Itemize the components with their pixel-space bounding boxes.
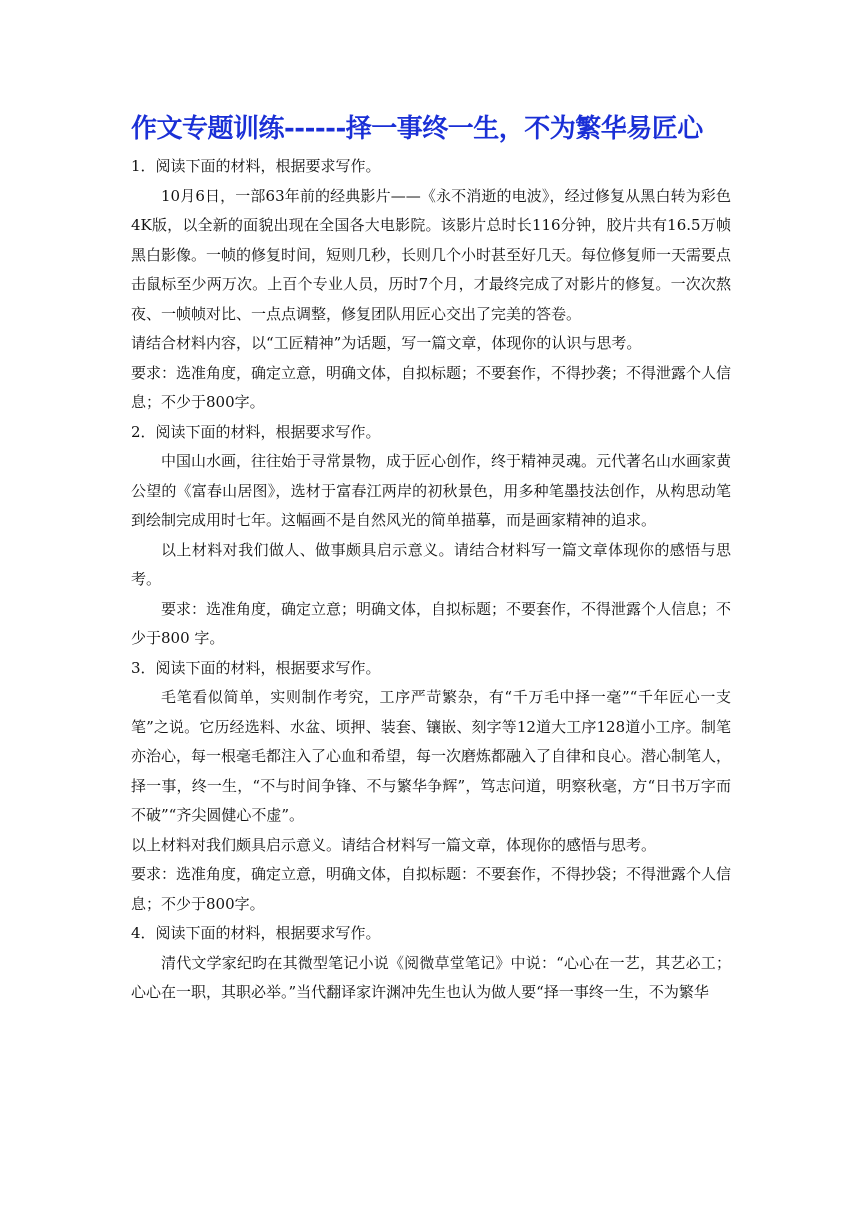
- q1-material: 10月6日，一部63年前的经典影片——《永不消逝的电波》，经过修复从黑白转为彩色4K版，以全新的面貌出现在全国各大电影院。该影片总时长116分钟，胶片共有16.5万帧黑白影像。一帧的修复时间，短则几秒，长则几个小时甚至好几天。每位修复师一天需要点击鼠标至少两万次。上百个专业人员，历时7个月，才最终完成了对影片的修复。一次次熬夜、一帧帧对比、一点点调整，修复团队用匠心交出了完美的答卷。: [131, 186, 732, 323]
- q2-prompt: 2．阅读下面的材料，根据要求写作。: [131, 422, 381, 441]
- q4-material: 清代文学家纪昀在其微型笔记小说《阅微草堂笔记》中说：“心心在一艺，其艺必工；心心在一职，其职必举。”当代翻译家许渊冲先生也认为做人要“择一事终一生，不为繁华: [131, 953, 731, 1001]
- q1-prompt: 1．阅读下面的材料，根据要求写作。: [131, 157, 381, 175]
- q1-requirements: 要求：选准角度，确定立意，明确文体，自拟标题；不要套作，不得抄袭；不得泄露个人信息；不少于800字。: [131, 363, 732, 411]
- q3-prompt: 3．阅读下面的材料，根据要求写作。: [131, 658, 381, 677]
- document-title: 作文专题训练------择一事终一生，不为繁华易匠心: [131, 114, 703, 144]
- q3-requirements: 要求：选准角度，确定立意，明确文体，自拟标题：不要套作，不得抄袋；不得泄露个人信息；不少于800字。: [131, 865, 732, 913]
- q4-prompt: 4．阅读下面的材料，根据要求写作。: [131, 924, 381, 942]
- q2-task: 以上材料对我们做人、做事颇具启示意义。请结合材料写一篇文章体现你的感悟与思考。: [131, 540, 731, 588]
- document-page: [131, 108, 731, 1008]
- q3-task: 以上材料对我们颇具启示意义。请结合材料写一篇文章，体现你的感悟与思考。: [131, 835, 657, 854]
- q3-material: 毛笔看似简单，实则制作考究，工序严苛繁杂，有“千万毛中择一毫”“千年匠心一支笔”之说。它历经选料、水盆、顷押、装套、镶嵌、刻字等12道大工序128道小工序。制笔亦治心，每一根毫毛都注入了心血和希望，每一次磨炼都融入了自律和良心。潜心制笔人，择一事，终一生，“不与时间争锋、不与繁华争辉”，笃志问道，明察秋毫，方“日书万字而不破”“齐尖圆健心不虚”。: [131, 688, 732, 824]
- q2-requirements: 要求：选准角度，确定立意；明确文体，自拟标题；不要套作，不得泄露个人信息；不少于800 字。: [131, 599, 732, 647]
- q1-task: 请结合材料内容，以“工匠精神”为话题，写一篇文章，体现你的认识与思考。: [131, 334, 642, 352]
- q2-material: 中国山水画，往往始于寻常景物，成于匠心创作，终于精神灵魂。元代著名山水画家黄公望的《富春山居图》，选材于富春江两岸的初秋景色，用多种笔墨技法创作，从构思动笔到绘制完成用时七年。这幅画不是自然风光的简单描摹，而是画家精神的追求。: [131, 452, 732, 529]
